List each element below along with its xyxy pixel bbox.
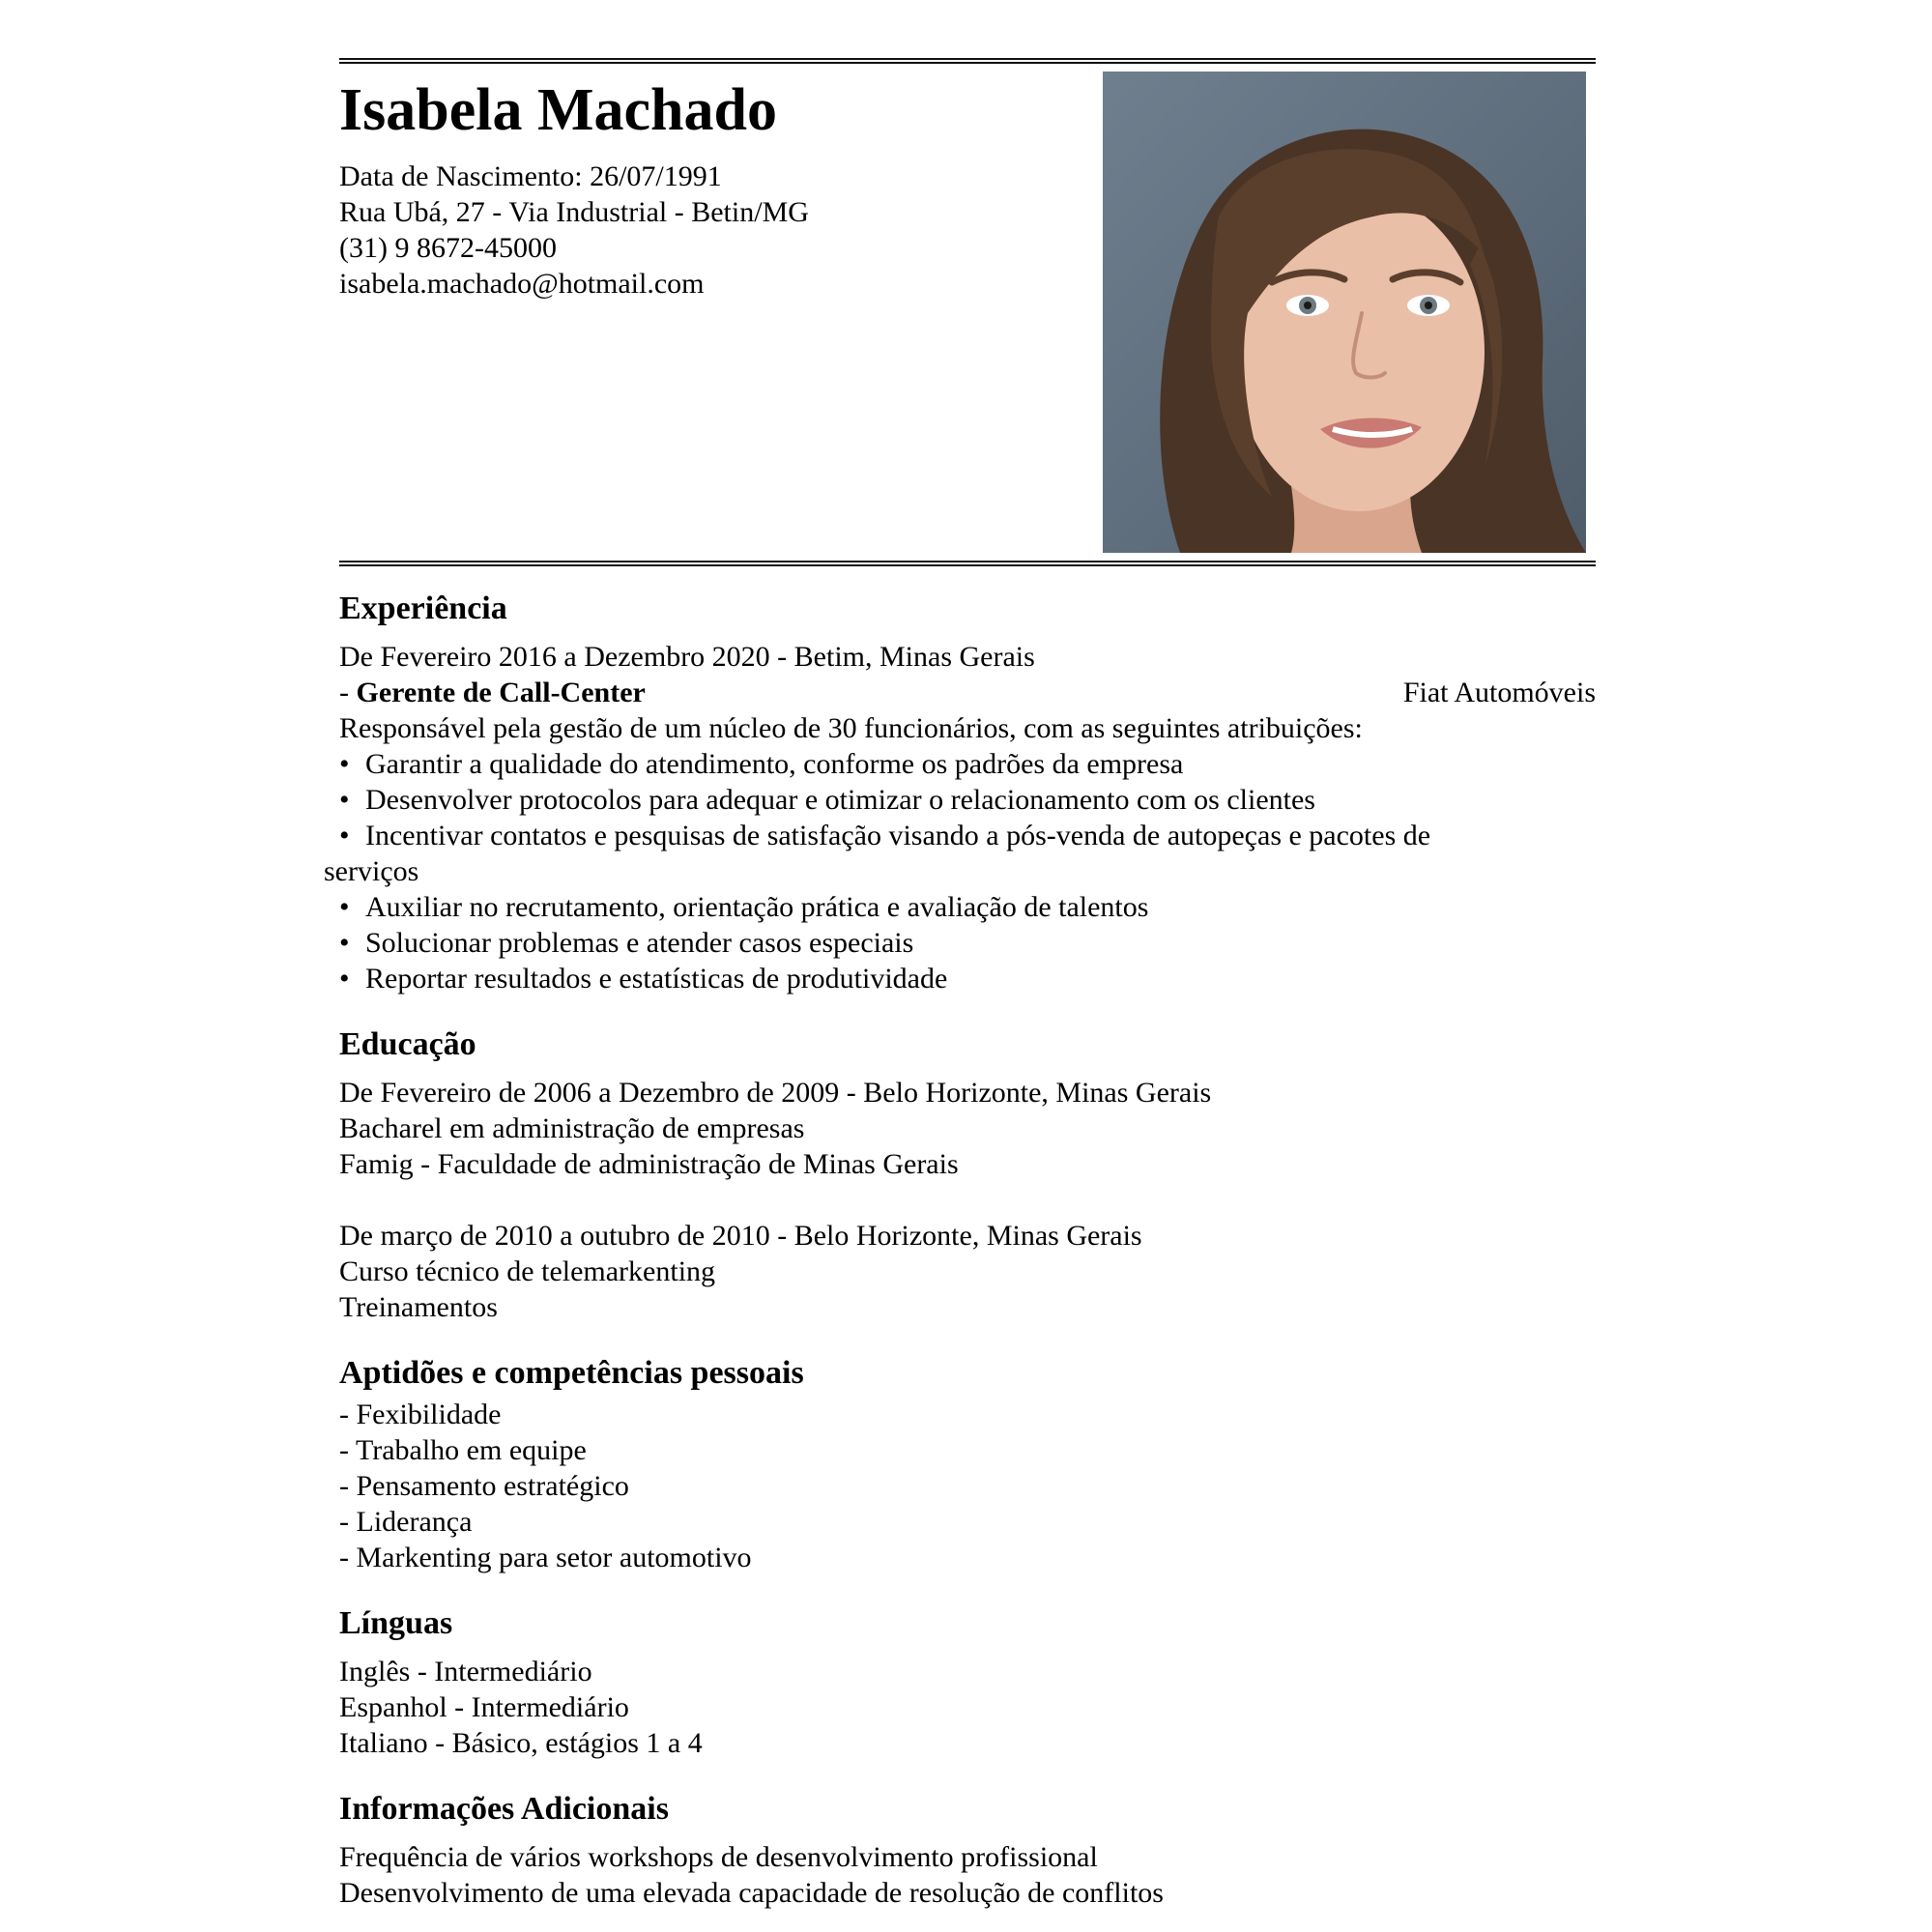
experience-intro: Responsável pela gestão de um núcleo de 30 funcionários, com as seguintes atribuições: [339, 712, 1363, 744]
experience-bullets [339, 746, 1596, 853]
role-prefix: - [339, 677, 357, 708]
education-degree: Bacharel em administração de empresas [339, 1112, 805, 1144]
candidate-name: Isabela Machado [339, 77, 777, 143]
list-item: • Auxiliar no recrutamento, orientação prática e avaliação de talentos [339, 889, 1596, 925]
phone: (31) 9 8672-45000 [339, 232, 557, 264]
list-item: • Garantir a qualidade do atendimento, conforme os padrões da empresa [339, 746, 1596, 782]
skill-item: - Fexibilidade [339, 1399, 502, 1430]
additional-item: Desenvolvimento de uma elevada capacidade de resolução de conflitos [339, 1877, 1164, 1909]
email: isabela.machado@hotmail.com [339, 268, 705, 300]
company-name: Fiat Automóveis [1402, 677, 1596, 708]
experience-heading: Experiência [339, 591, 507, 626]
skill-item: - Liderança [339, 1506, 473, 1538]
skill-item: - Markenting para setor automotivo [339, 1542, 752, 1573]
education-period: De Fevereiro de 2006 a Dezembro de 2009 - Belo Horizonte, Minas Gerais [339, 1077, 1212, 1109]
list-item: • Solucionar problemas e atender casos especiais [339, 925, 1596, 961]
education-period: De março de 2010 a outubro de 2010 - Belo Horizonte, Minas Gerais [339, 1220, 1142, 1252]
bullet-text: Incentivar contatos e pesquisas de satisfação visando a pós-venda de autopeças e pacotes de [365, 820, 1431, 851]
resume-header [339, 64, 1596, 561]
list-item: • Desenvolver protocolos para adequar e otimizar o relacionamento com os clientes [339, 782, 1596, 818]
birth-date: Data de Nascimento: 26/07/1991 [339, 160, 722, 192]
job-title: Gerente de Call-Center [356, 677, 646, 708]
list-item [339, 818, 1596, 853]
language-item: Italiano - Básico, estágios 1 a 4 [339, 1727, 703, 1759]
address: Rua Ubá, 27 - Via Industrial - Betin/MG [339, 196, 809, 228]
additional-item: Frequência de vários workshops de desenvolvimento profissional [339, 1841, 1098, 1873]
skill-item: - Trabalho em equipe [339, 1434, 587, 1466]
education-school: Famig - Faculdade de administração de Minas Gerais [339, 1148, 959, 1180]
skills-heading: Aptidões e competências pessoais [339, 1355, 804, 1391]
education-degree: Curso técnico de telemarkenting [339, 1255, 716, 1287]
experience-bullets-continued [339, 889, 1596, 996]
bullet-continuation: serviços [324, 855, 419, 887]
contact-info [339, 159, 809, 302]
additional-heading: Informações Adicionais [339, 1791, 669, 1827]
skill-item: - Pensamento estratégico [339, 1470, 629, 1502]
education-school: Treinamentos [339, 1291, 498, 1323]
portrait-illustration [1103, 72, 1586, 553]
list-item: • Reportar resultados e estatísticas de produtividade [339, 961, 1596, 996]
experience-role-row [339, 675, 1596, 710]
profile-photo [1103, 72, 1586, 553]
resume-page [324, 58, 1596, 1911]
language-item: Inglês - Intermediário [339, 1656, 592, 1687]
experience-period: De Fevereiro 2016 a Dezembro 2020 - Betim, Minas Gerais [339, 641, 1035, 673]
education-heading: Educação [339, 1026, 476, 1062]
languages-heading: Línguas [339, 1605, 453, 1641]
language-item: Espanhol - Intermediário [339, 1691, 629, 1723]
